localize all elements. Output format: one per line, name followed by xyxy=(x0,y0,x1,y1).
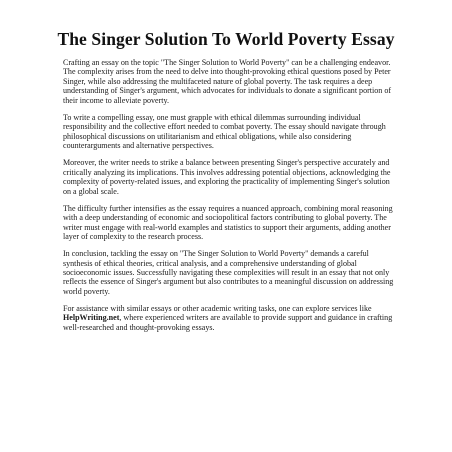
paragraph-2: To write a compelling essay, one must grapple with ethical dilemmas surrounding individual responsibility and the collective effort needed to combat poverty. The essay should navigate through philosophical discussions on utilitarianism and ethical obligations, while also considering counterarguments and alternative perspectives. xyxy=(63,112,386,151)
paragraph-3: Moreover, the writer needs to strike a balance between presenting Singer's perspective accurately and critically analyzing its implications. This involves addressing potential objections, acknowledging the complexity of poverty-related issues, and exploring the practicality of implementing Singer's solution on a global scale. xyxy=(63,158,391,196)
paragraph-1: Crafting an essay on the topic "The Singer Solution to World Poverty" can be a challenging endeavor. The complexity arises from the need to delve into thought-provoking ethical questions posed by Peter Singer, while also addressing the multifaceted nature of global poverty. The task requires a deep understanding of Singer's argument, which advocates for individuals to donate a significant portion of their income to alleviate poverty. xyxy=(63,58,392,105)
closing-text-before: For assistance with similar essays or other academic writing tasks, one can explore services like xyxy=(63,303,372,313)
paragraph-4: The difficulty further intensifies as the essay requires a nuanced approach, combining moral reasoning with a deep understanding of economic and sociopolitical factors contributing to global poverty. The writer must engage with real-world examples and statistics to support their arguments, adding another layer of complexity to the research process. xyxy=(63,203,393,242)
document-body xyxy=(63,58,398,340)
paragraph-closing xyxy=(63,304,398,332)
paragraph-5: In conclusion, tackling the essay on "The Singer Solution to World Poverty" demands a careful synthesis of ethical theories, critical analysis, and a comprehensive understanding of global socioeconomic issues. Successfully navigating these complexities will result in an essay that not only reflects the essence of Singer's argument but also contributes to a meaningful discussion on addressing world poverty. xyxy=(63,249,394,296)
closing-text-after: , where experienced writers are available to provide support and guidance in crafting well-researched and thought-provoking essays. xyxy=(63,313,393,332)
document-title: The Singer Solution To World Poverty Essay xyxy=(57,29,395,49)
service-link[interactable]: HelpWriting.net xyxy=(63,313,120,323)
